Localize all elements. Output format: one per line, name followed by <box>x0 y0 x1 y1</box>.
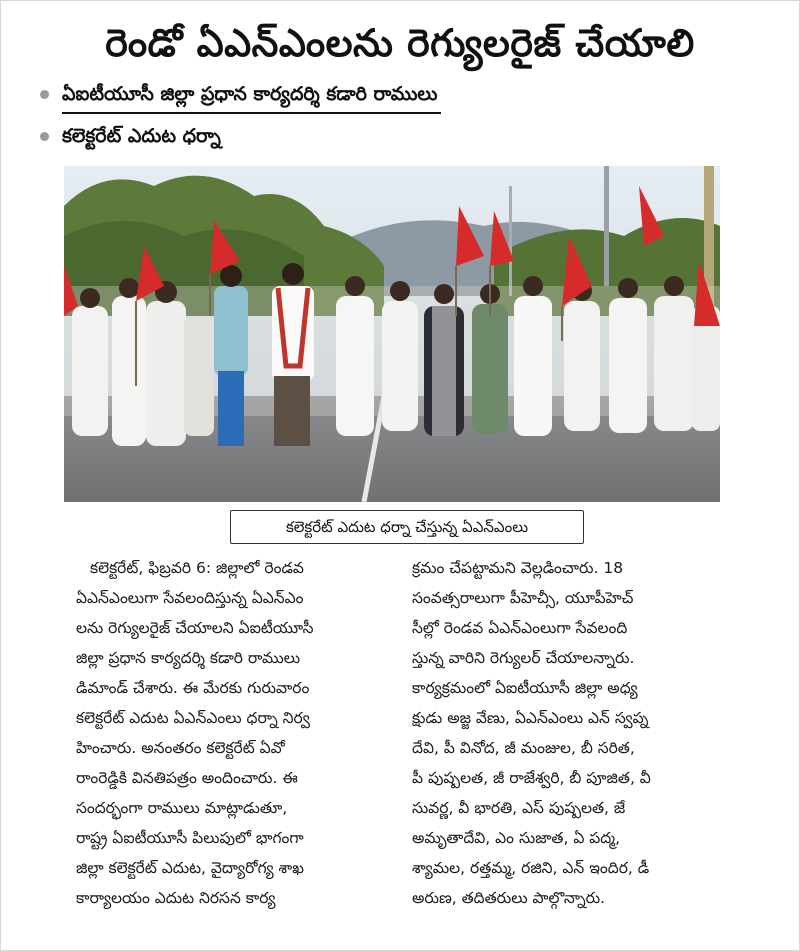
paragraph-line: క్షుడు అజ్జ వేణు, ఏఎన్ఎంలు ఎన్ స్వప్న <box>412 709 649 727</box>
subheading-1-text: ఏఐటీయూసీ జిల్లా ప్రధాన కార్యదర్శి కడారి రాములు <box>62 83 438 105</box>
paragraph-line: హించారు. అనంతరం కలెక్టరేట్ ఏవో <box>76 739 285 757</box>
paragraph-line: రాంరెడ్డికి వినతిపత్రం అందించారు. ఈ <box>76 769 298 787</box>
paragraph-line: రాష్ట్ర ఏఐటీయూసీ పిలుపులో భాగంగా <box>76 829 304 847</box>
paragraph-line: డిమాండ్ చేశారు. ఈ మేరకు గురువారం <box>76 679 310 697</box>
bullet-icon <box>40 90 49 99</box>
paragraph-line: అరుణ, తదితరులు పాల్గొన్నారు. <box>412 889 606 907</box>
paragraph-line: జిల్లా ప్రధాన కార్యదర్శి కడారి రాములు <box>76 649 301 667</box>
headline: రెండో ఏఎన్ఎంలను రెగ్యులరైజ్ చేయాలి <box>105 21 695 65</box>
protest-photo <box>64 166 720 502</box>
paragraph-line: కలెక్టరేట్, ఫిబ్రవరి 6: జిల్లాలో రెండవ <box>90 559 304 577</box>
paragraph-line: జిల్లా కలెక్టరేట్ ఎదుట, వైద్యారోగ్య శాఖ <box>76 859 304 877</box>
photo-caption: కలెక్టరేట్ ఎదుట ధర్నా చేస్తున్న ఏఎన్ఎంలు <box>230 510 584 544</box>
article-column-1 <box>76 553 386 939</box>
paragraph-line: సంవత్సరాలుగా పీహెచ్సీ, యూపీహెచ్ <box>412 589 634 607</box>
paragraph-line: శ్యామల, రత్తమ్మ, రజిని, ఎన్ ఇందిర, డీ <box>412 859 650 877</box>
paragraph-line: సీల్లో రెండవ ఏఎన్ఎంలుగా సేవలంది <box>412 619 628 637</box>
paragraph-line: లను రెగ్యులరైజ్ చేయాలని ఏఐటీయూసీ <box>76 619 314 637</box>
subheading-2 <box>62 118 221 154</box>
paragraph-line: స్తున్న వారిని రెగ్యులర్ చేయాలన్నారు. <box>412 649 635 667</box>
paragraph-line: సందర్భంగా రాములు మాట్లాడుతూ, <box>76 799 288 817</box>
paragraph-line: కలెక్టరేట్ ఎదుట ఏఎన్ఎంలు ధర్నా నిర్వ <box>76 709 310 727</box>
paragraph-line: కార్యక్రమంలో ఏఐటీయూసీ జిల్లా అధ్య <box>412 679 638 697</box>
paragraph-line: క్రమం చేపట్టామని వెల్లడించారు. 18 <box>412 559 624 577</box>
article-column-2 <box>412 553 732 939</box>
paragraph-line: సువర్ణ, వీ భారతి, ఎస్ పుష్పలత, జే <box>412 799 626 817</box>
paragraph-line: దేవి, పీ వినోద, జీ మంజుల, బీ సరిత, <box>412 739 635 757</box>
subheading-1 <box>62 76 441 114</box>
paragraph-line: పీ పుష్పలత, జీ రాజేశ్వరి, బీ పూజిత, వీ <box>412 769 651 787</box>
paragraph-line: కార్యాలయం ఎదుట నిరసన కార్య <box>76 889 276 907</box>
bullet-icon <box>40 132 49 141</box>
paragraph-line: అమృతాదేవి, ఎం సుజాత, ఏ పద్మ, <box>412 829 621 847</box>
paragraph-line: ఏఎన్ఎంలుగా సేవలందిస్తున్న ఏఎన్ఎం <box>76 589 304 607</box>
subheading-2-text: కలెక్టరేట్ ఎదుట ధర్నా <box>62 125 221 147</box>
